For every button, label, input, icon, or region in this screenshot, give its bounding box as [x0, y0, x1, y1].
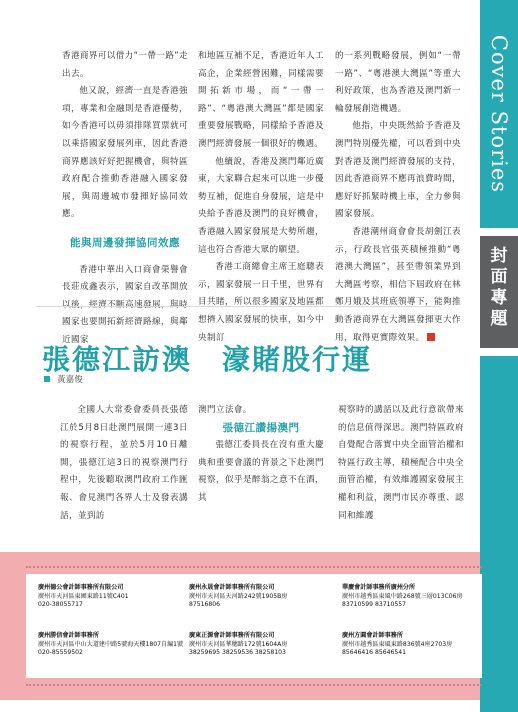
bullet-square-icon [44, 376, 50, 382]
firm-name: 廣州勝信會計師事務所 [38, 632, 99, 639]
firm-phone: 87516806 [189, 601, 221, 609]
upper-column-1 [62, 48, 188, 350]
firm-listing [38, 632, 183, 658]
paragraph: 香港工商總會主席王庭聰表示，國家發展一日千里，世界有目共睹，所以很多國家及地區都想擠入國家發展的快車，如今中央制訂 [198, 262, 324, 343]
article-column-2 [198, 402, 324, 508]
section-title-cn-char: 封 [490, 246, 508, 266]
divider [36, 306, 440, 307]
section-title-cn-char: 面 [490, 267, 508, 287]
paragraph: 張德江委員長在沒有重大慶典和重要會議的背景之下赴澳門視察，似乎是醉翁之意不在酒，其 [198, 440, 324, 503]
subheading: 張德江讚揚澳門 [222, 421, 300, 434]
firm-address: 廣州市天河區東圃東路11號C401 [38, 592, 129, 600]
firm-listing [342, 584, 463, 610]
upper-column-2 [198, 48, 324, 347]
divider [26, 566, 482, 568]
end-mark-icon [427, 333, 435, 341]
paragraph: 視察時的講話以及此行意欲帶來的信息值得深思。澳門特區政府自覺配合落實中央全面管治權和特區行政主導，積極配合中央全面管治權，有效維護國家發展主權和利益，澳門市民亦尊重、認同和維護 [338, 405, 464, 521]
firm-listing [38, 584, 129, 610]
firm-address: 廣州市天河區中山大道建中路5號海天樓1807自編1號 [38, 640, 184, 648]
section-title-cn [480, 246, 518, 330]
paragraph: 香港商界可以借力“一帶一路”走出去。 [62, 51, 188, 79]
paragraph-text: 香港潮州商會會長胡劍江表示，行政長官張英積極推動“粵港澳大灣區”，甚至帶領業界到大灣區考察，相信下屆政府在林鄭月娥及其班底領導下，能夠推動香港商界在大灣區發揮更大作用，取得更實際效果。 [335, 226, 461, 343]
paragraph: 的一系列戰略發展，例如“一帶一路”、“粵港澳大灣區”等重大利好政策，也為香港及澳門新一輪發展創造機遇。 [335, 51, 461, 114]
firm-phone: 83710599 83710557 [342, 601, 406, 609]
section-tab-lower [480, 356, 518, 712]
firm-address: 廣州市天河區華穗路172號1604A房 [189, 640, 288, 648]
firm-address: 廣州市天河區天河路242號1905B房 [189, 592, 288, 600]
author-name: 黃嘉俊 [57, 375, 83, 385]
firm-name: 廣東正源會計師事務所有限公司 [189, 632, 275, 639]
firm-phone: 85646416 85646541 [342, 649, 406, 657]
section-title-cn-char: 專 [490, 288, 508, 308]
firm-name: 廣州永晟會計師事務所有限公司 [189, 584, 275, 591]
firm-listing [342, 632, 452, 658]
paragraph: 澳門立法會。 [198, 405, 252, 415]
firm-listing [189, 584, 287, 610]
firm-name: 華慶會計師事務所廣州分所 [342, 584, 416, 591]
article-headline: 張德江訪澳 濠賭股行運 [42, 343, 373, 376]
article-column-1 [60, 402, 188, 525]
paragraph [335, 224, 461, 347]
paragraph: 他續說，香港及澳門鄰近廣東，大家聯合起來可以進一步優勢互補，促進自身發展，這是中央給予香港及澳門的良好機會，香港融入國家發展是大勢所趨，這也符合香港大眾的願望。 [198, 156, 324, 255]
firm-address: 廣州市越秀區東風中路268號三層013C06房 [342, 592, 463, 600]
paragraph: 香港中華出入口商會榮譽會長莊成鑫表示，國家自改革開放以後，經濟不斷高速發展，與時國家也要開拓新經濟路線，與鄰近國家 [62, 264, 188, 345]
section-title-en: Cover Stories [487, 34, 511, 194]
upper-column-3 [335, 48, 461, 347]
paragraph: 全國人大常委會委員長張德江於5月8日赴澳門展開一連3日的視察行程，並於5月10日離開，張德江這3日的視察澳門行程中，先後聽取澳門政府工作匯報、會見澳門各界人士及發表講話，並到訪 [60, 405, 188, 521]
firm-name: 廣州德公會計師事務所有限公司 [38, 584, 124, 591]
firm-name: 廣州方圓會計師事務所 [342, 632, 403, 639]
paragraph: 和地區互補不足，香港近年人工高企，企業經營困難，同樣需要開拓新市場，而“一帶一路”、“粵港澳大灣區”都是國家重要發展戰略，同樣給予香港及澳門經濟發展一個很好的機遇。 [198, 51, 324, 149]
advertisement-directory [26, 574, 482, 678]
divider [26, 684, 482, 686]
firm-listing [189, 632, 287, 658]
section-title-cn-char: 題 [490, 309, 508, 329]
article-column-3 [338, 402, 464, 525]
firm-address: 廣州市越秀區東風東路836號4座2703房 [342, 640, 453, 648]
paragraph: 他又說，經濟一直是香港強項，專業和金融則是香港優勢，如今香港可以毋須排隊買票就可以乘搭國家發展列車，因此香港商界應該好好把握機會，與特區政府配合推動香港融入國家發展，與周邊城市發揮好協同效應。 [62, 86, 188, 220]
byline [44, 373, 83, 385]
section-tab [480, 0, 518, 228]
paragraph: 他指，中央既然給予香港及澳門特別優先權，可以看到中央對香港及澳門經濟發展的支持，因此香港商界不應再浪費時間，應好好抓緊時機上車，全力參與國家發展。 [335, 121, 461, 220]
section-tab-cn [480, 236, 518, 348]
subheading: 能與周邊發揮協同效應 [70, 236, 180, 249]
firm-phone: 020-38055717 [38, 601, 83, 609]
firm-phone: 38259695 38259536 38258103 [189, 649, 286, 657]
firm-phone: 020-85559502 [38, 649, 83, 657]
advertisement-panel [0, 552, 480, 700]
